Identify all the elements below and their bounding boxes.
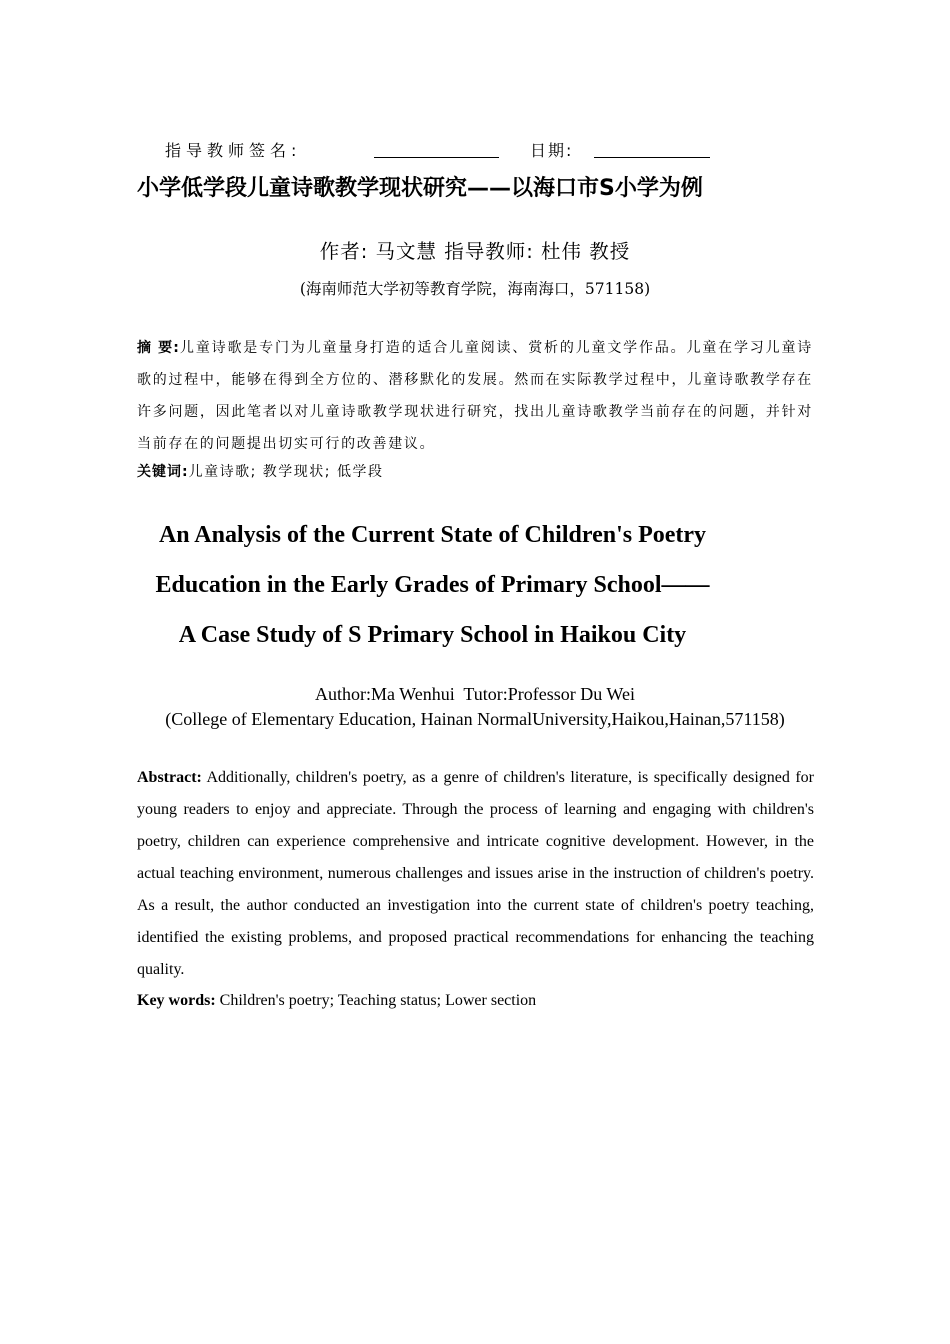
english-abstract-text: Additionally, children's poetry, as a genre of children's literature, is specifically designed for young readers to enjoy and appreciate. Through the process of learning and engaging with children's poetry, children can experience comprehensive and intricate cognitive development. However, in the actual teaching environment, numerous challenges and issues arise in the instruction of children's poetry. As a result, the author conducted an investigation into the current state of children's poetry teaching, identified the existing problems, and proposed practical recommendations for enhancing the teaching quality.	[137, 769, 815, 978]
english-title	[120, 510, 745, 660]
english-keywords-text: Children's poetry; Teaching status; Lower section	[219, 992, 537, 1009]
english-abstract	[137, 762, 814, 986]
english-title-line-2: Education in the Early Grades of Primary School——	[155, 572, 710, 598]
english-keywords	[137, 989, 814, 1013]
english-abstract-label: Abstract:	[137, 769, 202, 786]
english-author-line: Author:Ma Wenhui Tutor:Professor Du Wei	[315, 684, 635, 704]
chinese-keywords-label: 关键词:	[137, 464, 189, 480]
chinese-keywords-text: 儿童诗歌; 教学现状; 低学段	[188, 464, 384, 480]
english-keywords-label: Key words:	[137, 992, 216, 1009]
english-title-line-1: An Analysis of the Current State of Children's Poetry	[158, 522, 707, 548]
signature-blank-line	[374, 157, 499, 158]
advisor-signature-label: 指导教师签名:	[165, 141, 302, 160]
chinese-keywords	[137, 460, 813, 484]
english-title-line-3: A Case Study of S Primary School in Haikou City	[178, 622, 687, 648]
chinese-author-line: 作者: 马文慧 指导教师: 杜伟 教授	[319, 240, 631, 263]
date-blank-line	[594, 157, 710, 158]
chinese-abstract	[137, 332, 813, 460]
chinese-abstract-text: 儿童诗歌是专门为儿童量身打造的适合儿童阅读、赏析的儿童文学作品。儿童在学习儿童诗歌的过程中，能够在得到全方位的、潜移默化的发展。然而在实际教学过程中，儿童诗歌教学存在许多问题，因此笔者以对儿童诗歌教学现状进行研究，找出儿童诗歌教学当前存在的问题，并针对当前存在的问题提出切实可行的改善建议。	[137, 340, 813, 452]
chinese-title: 小学低学段儿童诗歌教学现状研究——以海口市S小学为例	[137, 176, 703, 201]
chinese-abstract-label: 摘 要:	[137, 340, 180, 356]
date-label: 日期:	[530, 141, 574, 160]
english-affiliation: (College of Elementary Education, Hainan NormalUniversity,Haikou,Hainan,571158)	[165, 709, 785, 729]
chinese-affiliation: (海南师范大学初等教育学院，海南海口，571158)	[299, 280, 651, 298]
